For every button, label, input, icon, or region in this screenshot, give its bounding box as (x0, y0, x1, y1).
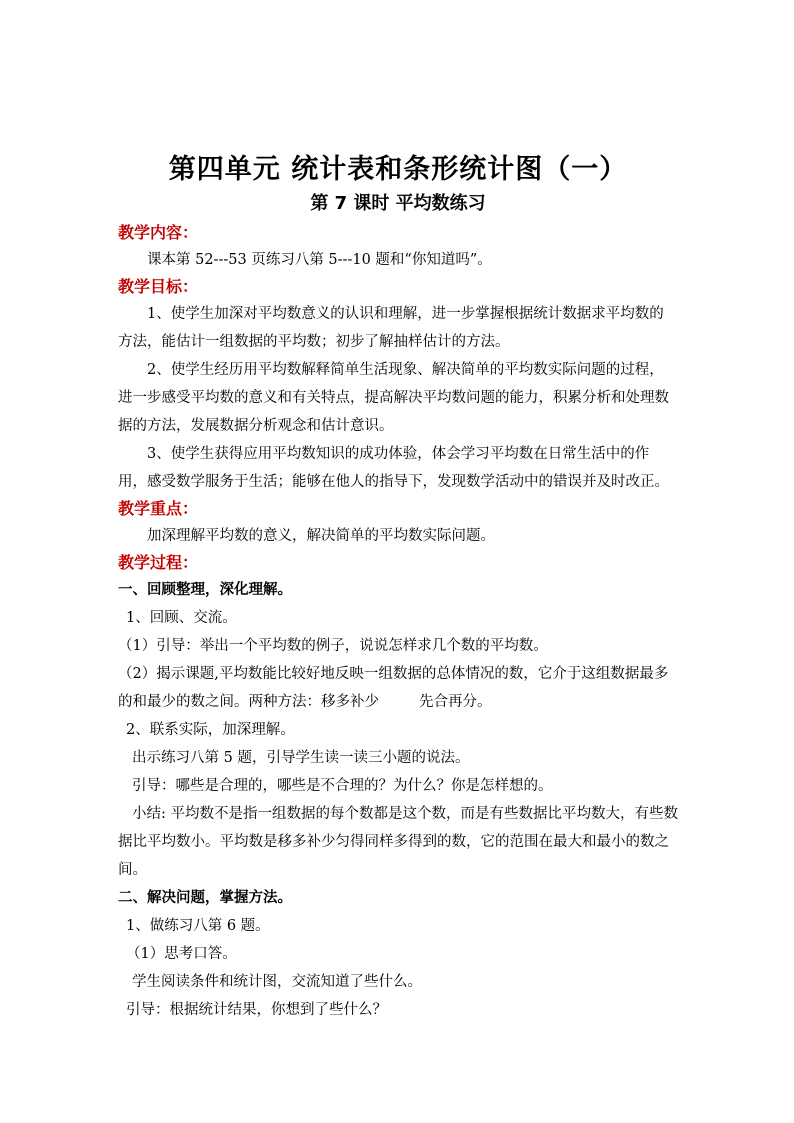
content-heading: 教学内容： (118, 223, 199, 242)
goal-3: 3、使学生获得应用平均数知识的成功体验，体会学习平均数在日常生活中的作用，感受数学服务于生活；能够在他人的指导下，发现数学活动中的错误并及时改正。 (118, 446, 669, 490)
key-points-text: 加深理解平均数的意义，解决简单的平均数实际问题。 (147, 528, 495, 544)
process-step (118, 660, 678, 716)
content-text: 课本第 52---53 页练习八第 5---10 题和“你知道吗”。 (147, 252, 492, 268)
process-step: 引导：哪些是合理的，哪些是不合理的？为什么？你是怎样想的。 (132, 778, 553, 794)
document-content (118, 150, 678, 1024)
goal-1: 1、使学生加深对平均数意义的认识和理解，进一步掌握根据统计数据求平均数的方法，能估计一组数据的平均数；初步了解抽样估计的方法。 (118, 306, 664, 350)
goals-heading: 教学目标： (118, 277, 199, 296)
process-step: 2、联系实际，加深理解。 (126, 722, 295, 738)
process-step: 1、做练习八第 6 题。 (126, 918, 270, 934)
process-step: 引导：根据统计结果，你想到了些什么？ (126, 1002, 387, 1018)
process-part-2-heading: 二、解决问题，掌握方法。 (118, 890, 292, 906)
page-title: 第四单元 统计表和条形统计图（一） (168, 154, 628, 185)
lesson-subtitle: 第 7 课时 平均数练习 (310, 193, 486, 214)
process-step-text: 先合再分。 (419, 694, 492, 710)
process-step: 出示练习八第 5 题，引导学生读一读三小题的说法。 (132, 750, 470, 766)
process-summary: 小结: 平均数不是指一组数据的每个数都是这个数，而是有些数据比平均数大，有些数据比平均数小。平均数是移多补少匀得同样多得到的数，它的范围在最大和最小的数之间。 (118, 806, 678, 878)
goal-2: 2、使学生经历用平均数解释简单生活现象、解决简单的平均数实际问题的过程，进一步感受平均数的意义和有关特点，提高解决平均数问题的能力，积累分析和处理数据的方法，发展数据分析观念和估计意识。 (118, 362, 669, 434)
process-step: 1、回顾、交流。 (126, 610, 237, 626)
process-step: 学生阅读条件和统计图，交流知道了些什么。 (132, 974, 422, 990)
process-heading: 教学过程： (118, 553, 199, 572)
key-points-heading: 教学重点： (118, 499, 199, 518)
process-step-text: （2）揭示课题,平均数能比较好地反映一组数据的总体情况的数，它介于这组数据最多的和最少的数之间。两种方法：移多补少 (118, 666, 669, 710)
process-step: （1）引导：举出一个平均数的例子，说说怎样求几个数的平均数。 (118, 638, 548, 654)
process-step: （1）思考口答。 (126, 946, 237, 962)
process-part-1-heading: 一、回顾整理，深化理解。 (118, 582, 292, 598)
